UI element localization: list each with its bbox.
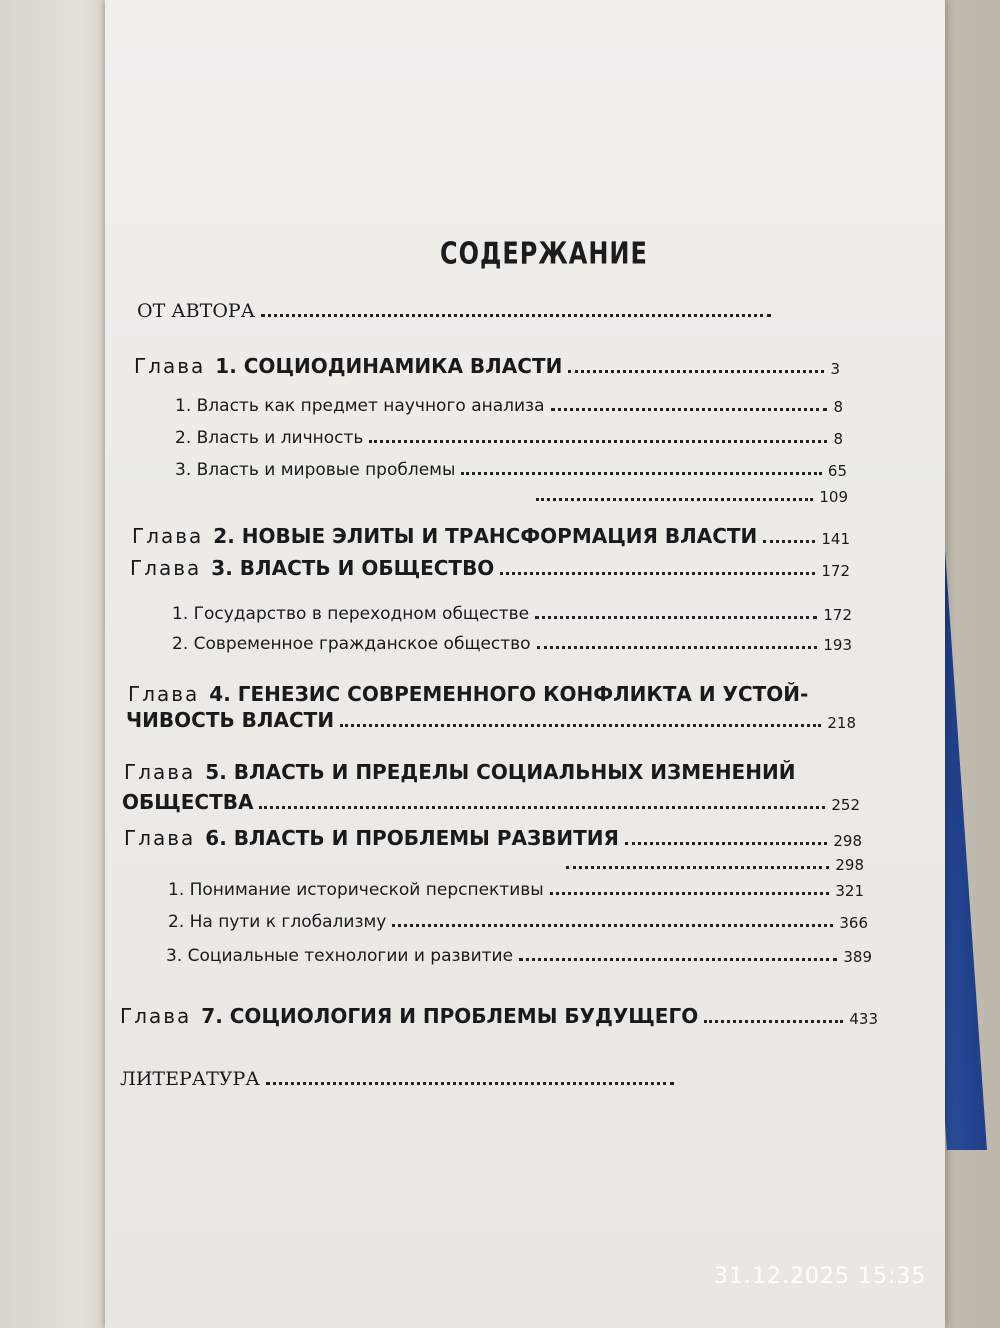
section-title: 2. На пути к глобализму	[168, 912, 387, 932]
page-number: 218	[827, 714, 856, 732]
dot-leader	[266, 1082, 674, 1085]
toc-row-section-3-1	[172, 604, 852, 624]
toc-row-section-1-3	[175, 460, 847, 480]
toc-row-chapter-5	[124, 760, 824, 784]
page-number: 172	[821, 562, 850, 580]
toc-row-section-6-3	[166, 946, 872, 966]
chapter-title: 7. СОЦИОЛОГИЯ И ПРОБЛЕМЫ БУДУЩЕГО	[201, 1004, 699, 1028]
dot-leader	[763, 540, 815, 543]
chapter-word: Глава	[132, 524, 204, 548]
chapter-word: Глава	[130, 556, 202, 580]
section-title: 1. Государство в переходном обществе	[172, 604, 530, 624]
page-number: 252	[831, 796, 860, 814]
photo-timestamp: 31.12.2025 15:35	[714, 1264, 927, 1289]
page-number: 389	[843, 948, 872, 966]
dot-leader	[519, 958, 837, 961]
dot-leader	[566, 866, 829, 869]
dot-leader	[392, 924, 833, 927]
page-number: 8	[833, 398, 843, 416]
page-number: 321	[835, 882, 864, 900]
toc-label: ЛИТЕРАТУРА	[120, 1068, 260, 1090]
page-number: 65	[827, 462, 847, 480]
section-title: 2. Власть и личность	[175, 428, 364, 448]
dot-leader	[259, 806, 825, 809]
toc-row-chapter-6-end	[560, 856, 864, 874]
page-number: 366	[839, 914, 868, 932]
toc-title: СОДЕРЖАНИЕ	[440, 236, 648, 271]
toc-row-chapter-1	[134, 354, 840, 378]
book-page	[105, 0, 945, 1328]
chapter-title-line-2: ЧИВОСТЬ ВЛАСТИ	[126, 708, 335, 732]
dot-leader	[550, 892, 830, 895]
chapter-word: Глава	[124, 826, 196, 850]
section-title: 1. Понимание исторической перспективы	[168, 880, 544, 900]
toc-row-section-6-2	[168, 912, 868, 932]
toc-row-literature	[120, 1068, 680, 1090]
chapter-title-line-1: 4. ГЕНЕЗИС СОВРЕМЕННОГО КОНФЛИКТА И УСТОЙ-	[209, 682, 809, 706]
page-number: 298	[835, 856, 864, 874]
toc-row-chapter-3	[130, 556, 850, 580]
page-number: 433	[849, 1010, 878, 1028]
chapter-title: 2. НОВЫЕ ЭЛИТЫ И ТРАНСФОРМАЦИЯ ВЛАСТИ	[213, 524, 758, 548]
dot-leader	[625, 842, 827, 845]
dot-leader	[704, 1020, 843, 1023]
chapter-word: Глава	[134, 354, 206, 378]
dot-leader	[551, 408, 828, 411]
section-title: 3. Власть и мировые проблемы	[175, 460, 456, 480]
chapter-title: 3. ВЛАСТЬ И ОБЩЕСТВО	[211, 556, 495, 580]
chapter-word: Глава	[128, 682, 200, 706]
dot-leader	[261, 314, 771, 317]
chapter-word: Глава	[124, 760, 196, 784]
section-title: 2. Современное гражданское общество	[172, 634, 531, 654]
chapter-title-line-2: ОБЩЕСТВА	[122, 790, 254, 814]
toc-row-chapter-4-cont	[126, 708, 856, 732]
page-number: 141	[821, 530, 850, 548]
page-number: 8	[833, 430, 843, 448]
dot-leader	[537, 646, 818, 649]
section-title: 3. Социальные технологии и развитие	[166, 946, 514, 966]
dot-leader	[536, 498, 813, 501]
section-title: 1. Власть как предмет научного анализа	[175, 396, 545, 416]
toc-row-chapter-6	[124, 826, 862, 850]
toc-row-from-author	[137, 300, 777, 322]
dot-leader	[369, 440, 827, 443]
toc-row-section-1-2	[175, 428, 843, 448]
dot-leader	[535, 616, 817, 619]
chapter-word: Глава	[120, 1004, 192, 1028]
page-number: 3	[830, 360, 840, 378]
toc-row-chapter-1-end	[530, 488, 848, 506]
dot-leader	[461, 472, 821, 475]
page-number: 109	[819, 488, 848, 506]
toc-row-chapter-7	[120, 1004, 878, 1028]
dot-leader	[500, 572, 815, 575]
page-number: 298	[833, 832, 862, 850]
chapter-title-line-1: 5. ВЛАСТЬ И ПРЕДЕЛЫ СОЦИАЛЬНЫХ ИЗМЕНЕНИЙ	[205, 760, 796, 784]
toc-row-chapter-2	[132, 524, 850, 548]
dot-leader	[340, 724, 821, 727]
page-number: 193	[823, 636, 852, 654]
toc-label: ОТ АВТОРА	[137, 300, 256, 322]
chapter-title: 6. ВЛАСТЬ И ПРОБЛЕМЫ РАЗВИТИЯ	[205, 826, 619, 850]
toc-row-section-1-1	[175, 396, 843, 416]
toc-row-chapter-4	[128, 682, 828, 706]
toc-row-section-6-1	[168, 880, 864, 900]
dot-leader	[568, 370, 824, 373]
chapter-title: 1. СОЦИОДИНАМИКА ВЛАСТИ	[215, 354, 563, 378]
page-number: 172	[823, 606, 852, 624]
toc-row-section-3-2	[172, 634, 852, 654]
toc-row-chapter-5-cont	[122, 790, 860, 814]
